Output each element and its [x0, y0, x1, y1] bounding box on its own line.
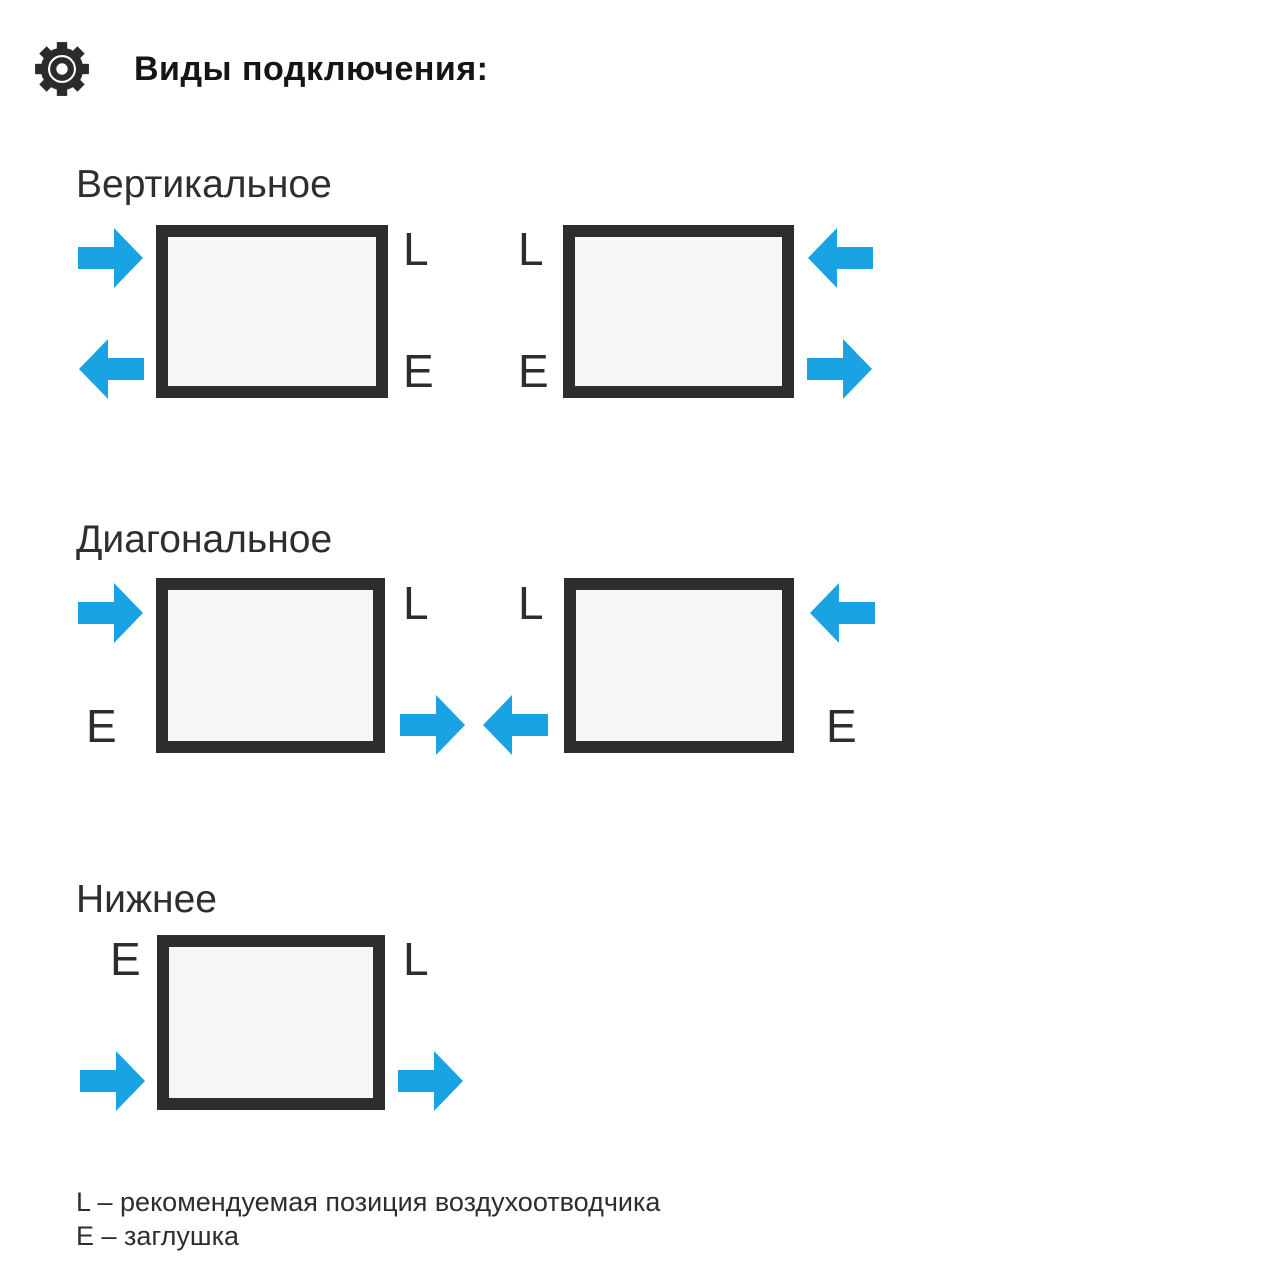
radiator-bottom — [157, 935, 385, 1110]
arrow-right-icon — [807, 338, 873, 400]
radiator-diagonal-right — [564, 578, 794, 753]
arrow-left-icon — [78, 338, 144, 400]
section-title-bottom: Нижнее — [76, 878, 217, 921]
page-title: Виды подключения: — [134, 50, 489, 88]
port-label-l: L — [403, 577, 429, 629]
arrow-right-icon — [78, 582, 144, 644]
port-label-e: E — [110, 933, 141, 985]
port-label-e: E — [518, 345, 549, 397]
port-label-l: L — [518, 577, 544, 629]
radiator-diagonal-left — [156, 578, 385, 753]
port-label-l: L — [403, 933, 429, 985]
legend-e-line: E – заглушка — [76, 1221, 240, 1251]
arrow-left-icon — [809, 582, 875, 644]
arrow-left-icon — [482, 694, 548, 756]
legend-l-line: L – рекомендуемая позиция воздухоотводчика — [76, 1187, 661, 1217]
section-title-diagonal: Диагональное — [76, 518, 333, 561]
arrow-right-icon — [80, 1050, 146, 1112]
radiator-vertical-left — [156, 225, 388, 398]
gear-icon — [33, 40, 91, 98]
arrow-right-icon — [398, 1050, 464, 1112]
arrow-right-icon — [400, 694, 466, 756]
section-title-vertical: Вертикальное — [76, 163, 332, 206]
port-label-e: E — [86, 700, 117, 752]
arrow-left-icon — [807, 227, 873, 289]
port-label-e: E — [403, 345, 434, 397]
radiator-vertical-right — [563, 225, 794, 398]
port-label-e: E — [826, 700, 857, 752]
port-label-l: L — [518, 223, 544, 275]
port-label-l: L — [403, 223, 429, 275]
arrow-right-icon — [78, 227, 144, 289]
